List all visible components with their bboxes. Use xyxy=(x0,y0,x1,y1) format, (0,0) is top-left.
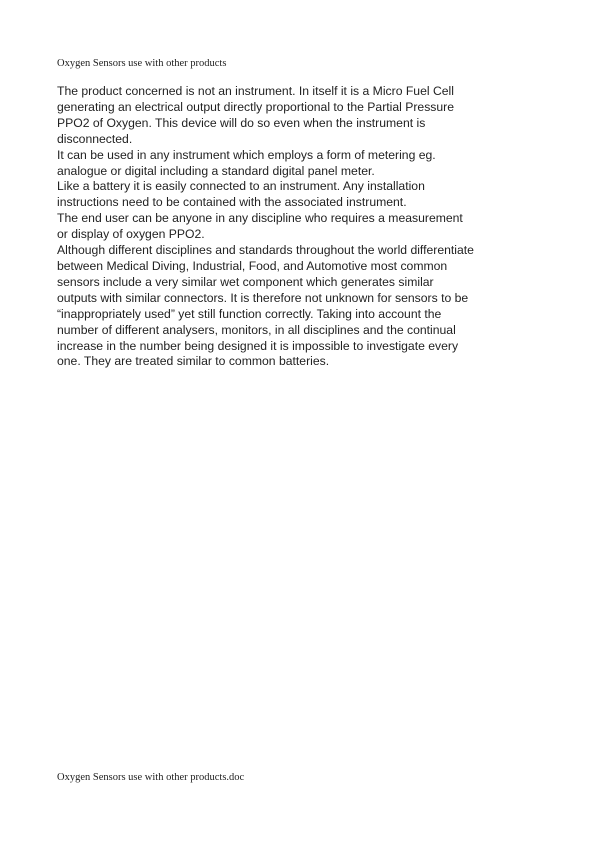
body-line: Although different disciplines and standards throughout the world differentiate xyxy=(57,243,474,258)
body-line: It can be used in any instrument which employs a form of metering eg. xyxy=(57,147,436,162)
body-line: outputs with similar connectors. It is therefore not unknown for sensors to be xyxy=(57,290,469,305)
body-line: instructions need to be contained with the associated instrument. xyxy=(57,195,407,210)
body-line: generating an electrical output directly proportional to the Partial Pressure xyxy=(57,99,454,114)
document-body xyxy=(57,84,537,370)
body-line: analogue or digital including a standard digital panel meter. xyxy=(57,163,375,178)
body-line: number of different analysers, monitors, in all disciplines and the continual xyxy=(57,322,456,337)
body-line: one. They are treated similar to common batteries. xyxy=(57,354,330,369)
body-line: increase in the number being designed it is impossible to investigate every xyxy=(57,338,459,353)
body-line: The end user can be anyone in any discipline who requires a measurement xyxy=(57,211,463,226)
body-line: disconnected. xyxy=(57,131,133,146)
body-line: sensors include a very similar wet component which generates similar xyxy=(57,274,434,289)
body-line: The product concerned is not an instrument. In itself it is a Micro Fuel Cell xyxy=(57,84,454,98)
body-line: “inappropriately used” yet still function correctly. Taking into account the xyxy=(57,306,442,321)
page-header-title: Oxygen Sensors use with other products xyxy=(57,58,227,69)
body-line: Like a battery it is easily connected to an instrument. Any installation xyxy=(57,179,425,194)
page-footer-filename: Oxygen Sensors use with other products.doc xyxy=(57,772,245,783)
body-line: or display of oxygen PPO2. xyxy=(57,227,205,242)
body-line: PPO2 of Oxygen. This device will do so even when the instrument is xyxy=(57,115,426,130)
body-line: between Medical Diving, Industrial, Food, and Automotive most common xyxy=(57,258,448,273)
